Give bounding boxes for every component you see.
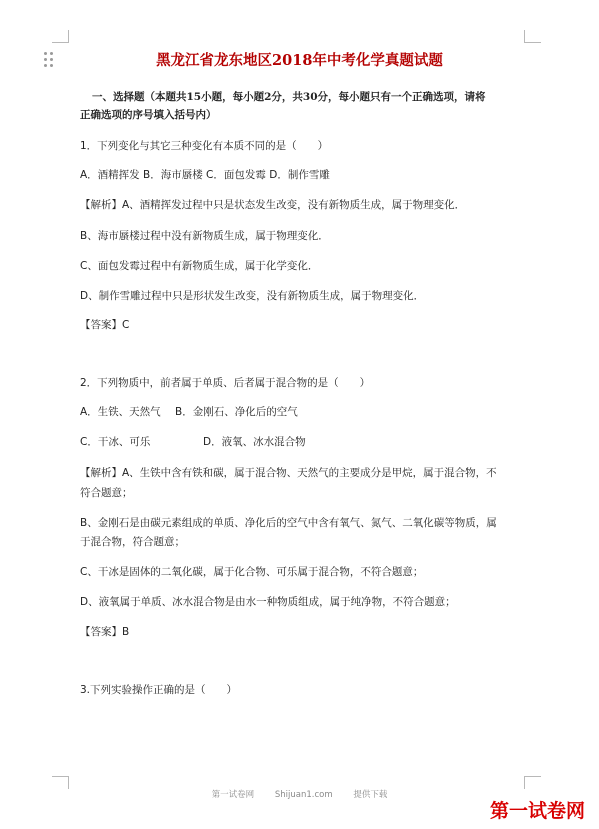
brand-watermark: 第一试卷网 bbox=[489, 800, 585, 822]
question-2-stem: 2．下列物质中，前者属于单质、后者属于混合物的是（ ） bbox=[80, 377, 371, 389]
page-title: 黑龙江省龙东地区2018年中考化学真题试题 bbox=[156, 52, 443, 69]
question-2-option-d: D．液氧、冰水混合物 bbox=[203, 436, 306, 448]
question-3-stem: 3.下列实验操作正确的是（ ） bbox=[80, 684, 238, 696]
question-1-analysis-b: B、海市蜃楼过程中没有新物质生成，属于物理变化． bbox=[80, 230, 329, 242]
question-2-analysis-line-6: D、液氧属于单质、冰水混合物是由水一种物质组成，属于纯净物，不符合题意； bbox=[80, 596, 456, 608]
question-2-analysis-line-1: 【解析】A、生铁中含有铁和碳，属于混合物、天然气的主要成分是甲烷，属于混合物，不 bbox=[80, 467, 497, 479]
question-1-answer: 【答案】C bbox=[80, 319, 130, 331]
question-2-option-a: A．生铁、天然气 bbox=[80, 406, 161, 418]
crop-mark-top-right bbox=[524, 30, 541, 43]
crop-mark-top-left bbox=[52, 30, 69, 43]
question-1-analysis-a: 【解析】A、酒精挥发过程中只是状态发生改变，没有新物质生成，属于物理变化． bbox=[80, 199, 466, 211]
question-2-option-c: C．干冰、可乐 bbox=[80, 436, 151, 448]
question-1-stem: 1．下列变化与其它三种变化有本质不同的是（ ） bbox=[80, 140, 329, 152]
question-1-analysis-c: C、面包发霉过程中有新物质生成，属于化学变化． bbox=[80, 260, 319, 272]
footer-note: 提供下载 bbox=[353, 790, 388, 800]
question-2-analysis-line-2: 符合题意； bbox=[80, 487, 133, 499]
question-1-analysis-d: D、制作雪雕过程中只是形状发生改变，没有新物质生成，属于物理变化． bbox=[80, 290, 425, 302]
footer-site-url[interactable]: Shijuan1.com bbox=[274, 790, 333, 800]
footer-site-name: 第一试卷网 bbox=[211, 790, 255, 800]
question-1-options: A．酒精挥发 B．海市蜃楼 C．面包发霉 D．制作雪雕 bbox=[80, 169, 330, 181]
section-heading-cont: 正确选项的序号填入括号内） bbox=[80, 109, 217, 121]
question-2-option-b: B．金刚石、净化后的空气 bbox=[175, 406, 298, 418]
question-2-answer: 【答案】B bbox=[80, 626, 130, 638]
section-heading: 一、选择题（本题共15小题，每小题2分，共30分，每小题只有一个正确选项，请将 bbox=[92, 91, 486, 103]
question-2-analysis-line-4: 于混合物，符合题意； bbox=[80, 536, 185, 548]
question-2-analysis-line-5: C、干冰是固体的二氧化碳，属于化合物、可乐属于混合物，不符合题意； bbox=[80, 566, 424, 578]
question-2-analysis-line-3: B、金刚石是由碳元素组成的单质、净化后的空气中含有氧气、氮气、二氧化碳等物质，属 bbox=[80, 517, 497, 529]
